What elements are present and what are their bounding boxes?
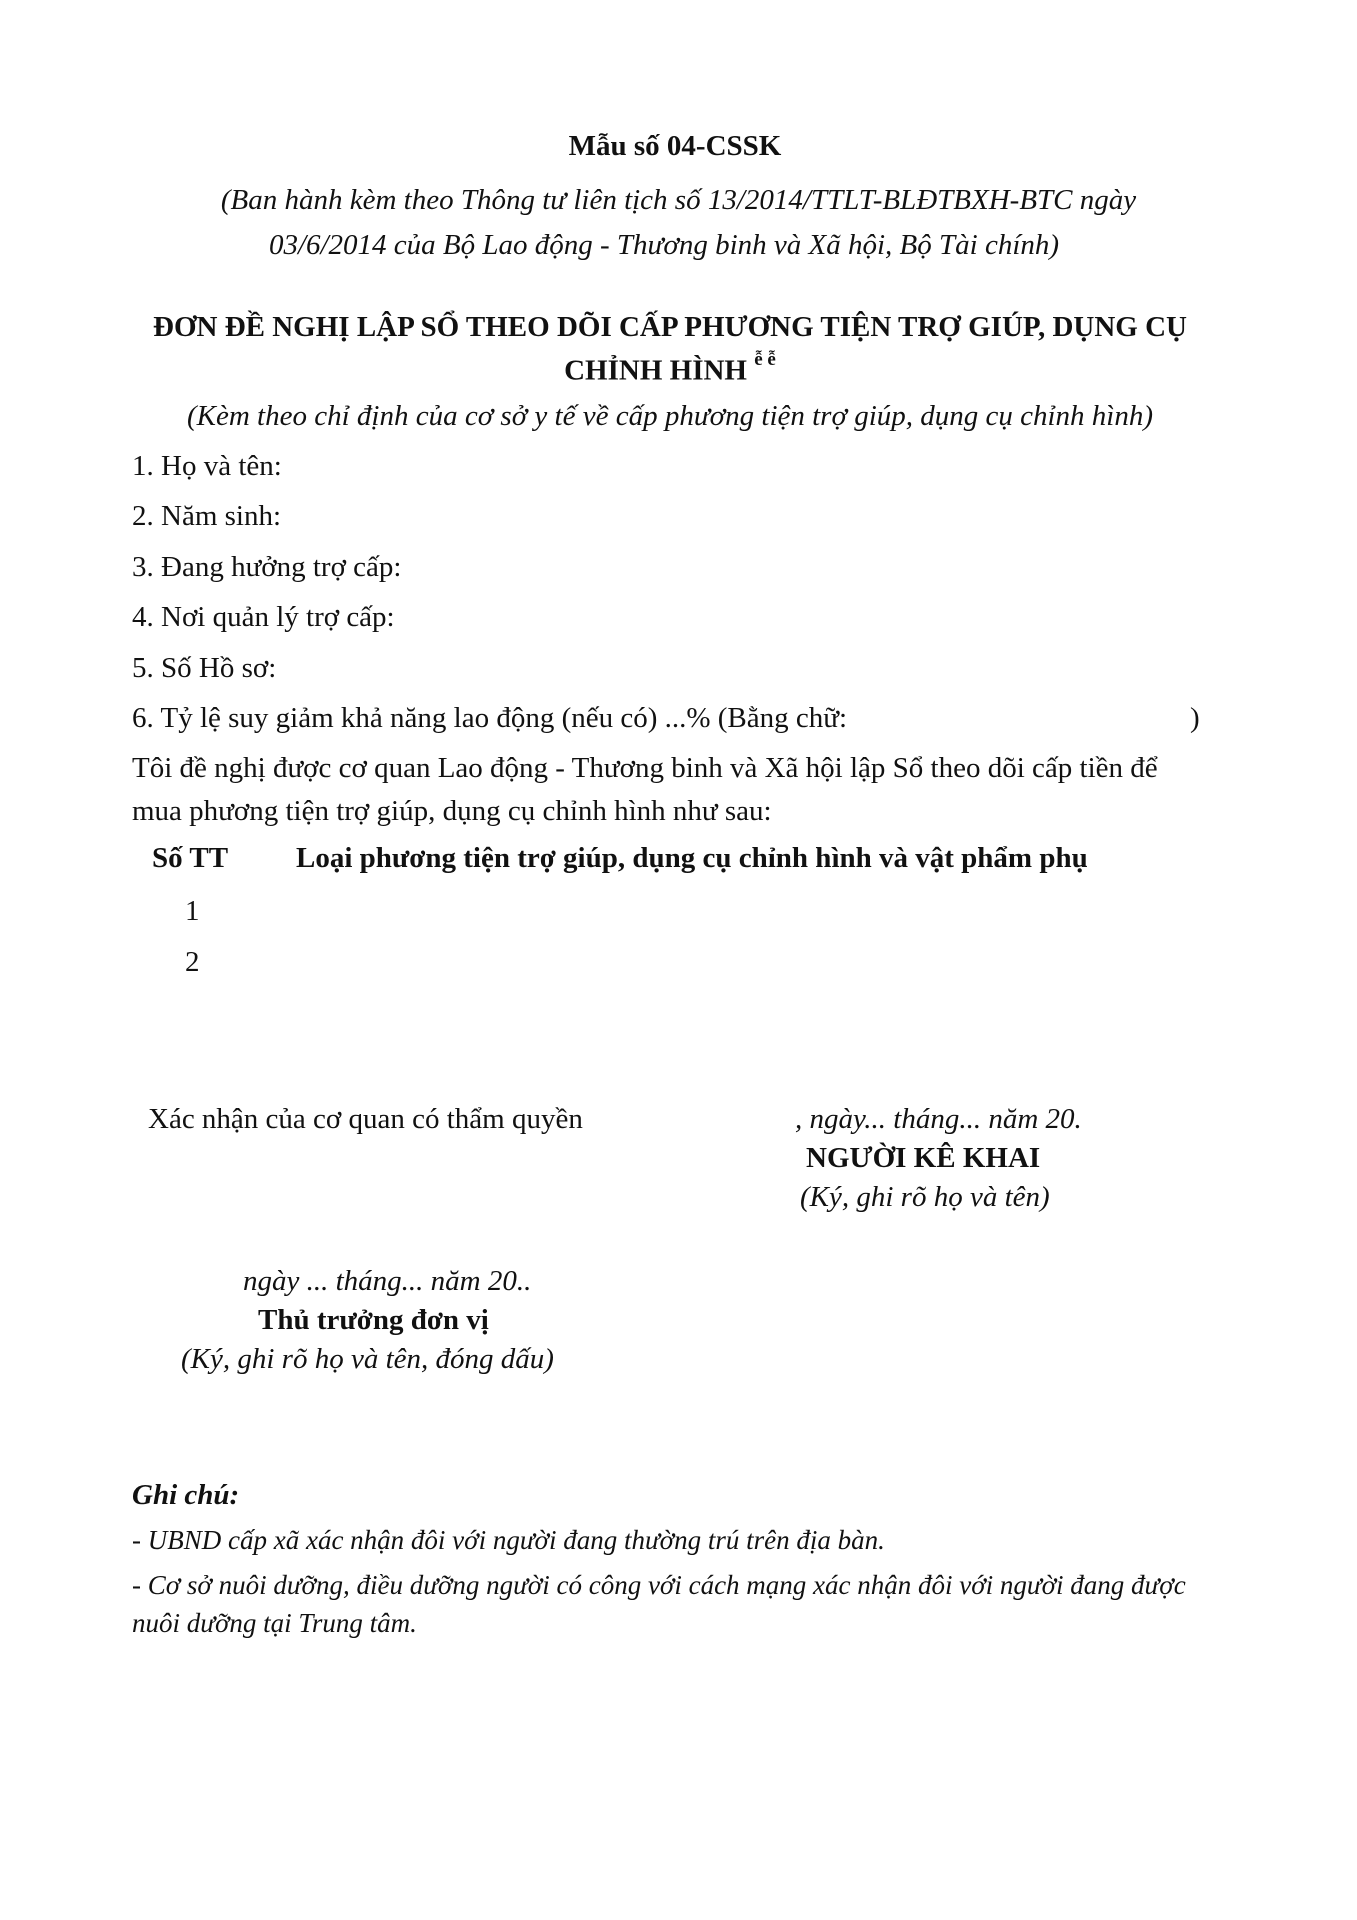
note-line-3: nuôi dưỡng tại Trung tâm. <box>132 1608 417 1638</box>
table-row-number: 2 <box>185 946 200 978</box>
unit-head-title: Thủ trưởng đơn vị <box>258 1304 489 1336</box>
field-allowance: 3. Đang hưởng trợ cấp: <box>132 551 402 583</box>
table-header-type: Loại phương tiện trợ giúp, dụng cụ chỉnh hình và vật phẩm phụ <box>296 842 1088 874</box>
document-title-line-2-text: CHỈNH HÌNH <box>564 354 747 387</box>
field-disability-rate: 6. Tỷ lệ suy giảm khả năng lao động (nếu có) ...% (Bằng chữ: <box>132 702 848 734</box>
request-paragraph-line-2: mua phương tiện trợ giúp, dụng cụ chỉnh hình như sau: <box>132 795 772 827</box>
table-row-number: 1 <box>185 895 200 927</box>
declarant-date: , ngày... tháng... năm 20. <box>795 1103 1082 1135</box>
issued-by-line-1: (Ban hành kèm theo Thông tư liên tịch số 13/2014/TTLT-BLĐTBXH-BTC ngày <box>220 184 1137 216</box>
field-full-name: 1. Họ và tên: <box>132 450 282 482</box>
document-title-line-1: ĐƠN ĐỀ NGHỊ LẬP SỔ THEO DÕI CẤP PHƯƠNG TIỆN TRỢ GIÚP, DỤNG CỤ <box>153 311 1187 343</box>
declarant-sign-note: (Ký, ghi rõ họ và tên) <box>800 1181 1050 1213</box>
declarant-title: NGƯỜI KÊ KHAI <box>806 1142 1041 1174</box>
notes-title: Ghi chú: <box>132 1479 240 1511</box>
field-birth-year: 2. Năm sinh: <box>132 500 282 532</box>
request-paragraph-line-1: Tôi đề nghị được cơ quan Lao động - Thương binh và Xã hội lập Sổ theo dõi cấp tiền để <box>132 752 1158 784</box>
document-title-line-2 <box>0 349 1340 388</box>
field-allowance-manager: 4. Nơi quản lý trợ cấp: <box>132 601 395 633</box>
authority-confirmation-label: Xác nhận của cơ quan có thẩm quyền <box>148 1103 583 1135</box>
document-subtitle: (Kèm theo chỉ định của cơ sở y tế về cấp phương tiện trợ giúp, dụng cụ chỉnh hình) <box>186 400 1154 432</box>
unit-date: ngày ... tháng... năm 20.. <box>243 1265 532 1297</box>
note-line-2: - Cơ sở nuôi dưỡng, điều dưỡng người có công với cách mạng xác nhận đôi với người đang được <box>132 1570 1186 1600</box>
note-line-1: - UBND cấp xã xác nhận đôi với người đang thường trú trên địa bàn. <box>132 1525 885 1555</box>
field-disability-rate-close: ) <box>1190 702 1200 734</box>
form-code: Mẫu số 04-CSSK <box>568 130 782 162</box>
field-file-number: 5. Số Hồ sơ: <box>132 652 277 684</box>
table-header-stt: Số TT <box>152 842 229 874</box>
issued-by-line-2: 03/6/2014 của Bộ Lao động - Thương binh và Xã hội, Bộ Tài chính) <box>268 229 1060 261</box>
title-superscript: ễ ễ <box>754 349 776 370</box>
unit-sign-note: (Ký, ghi rõ họ và tên, đóng dấu) <box>181 1343 554 1375</box>
